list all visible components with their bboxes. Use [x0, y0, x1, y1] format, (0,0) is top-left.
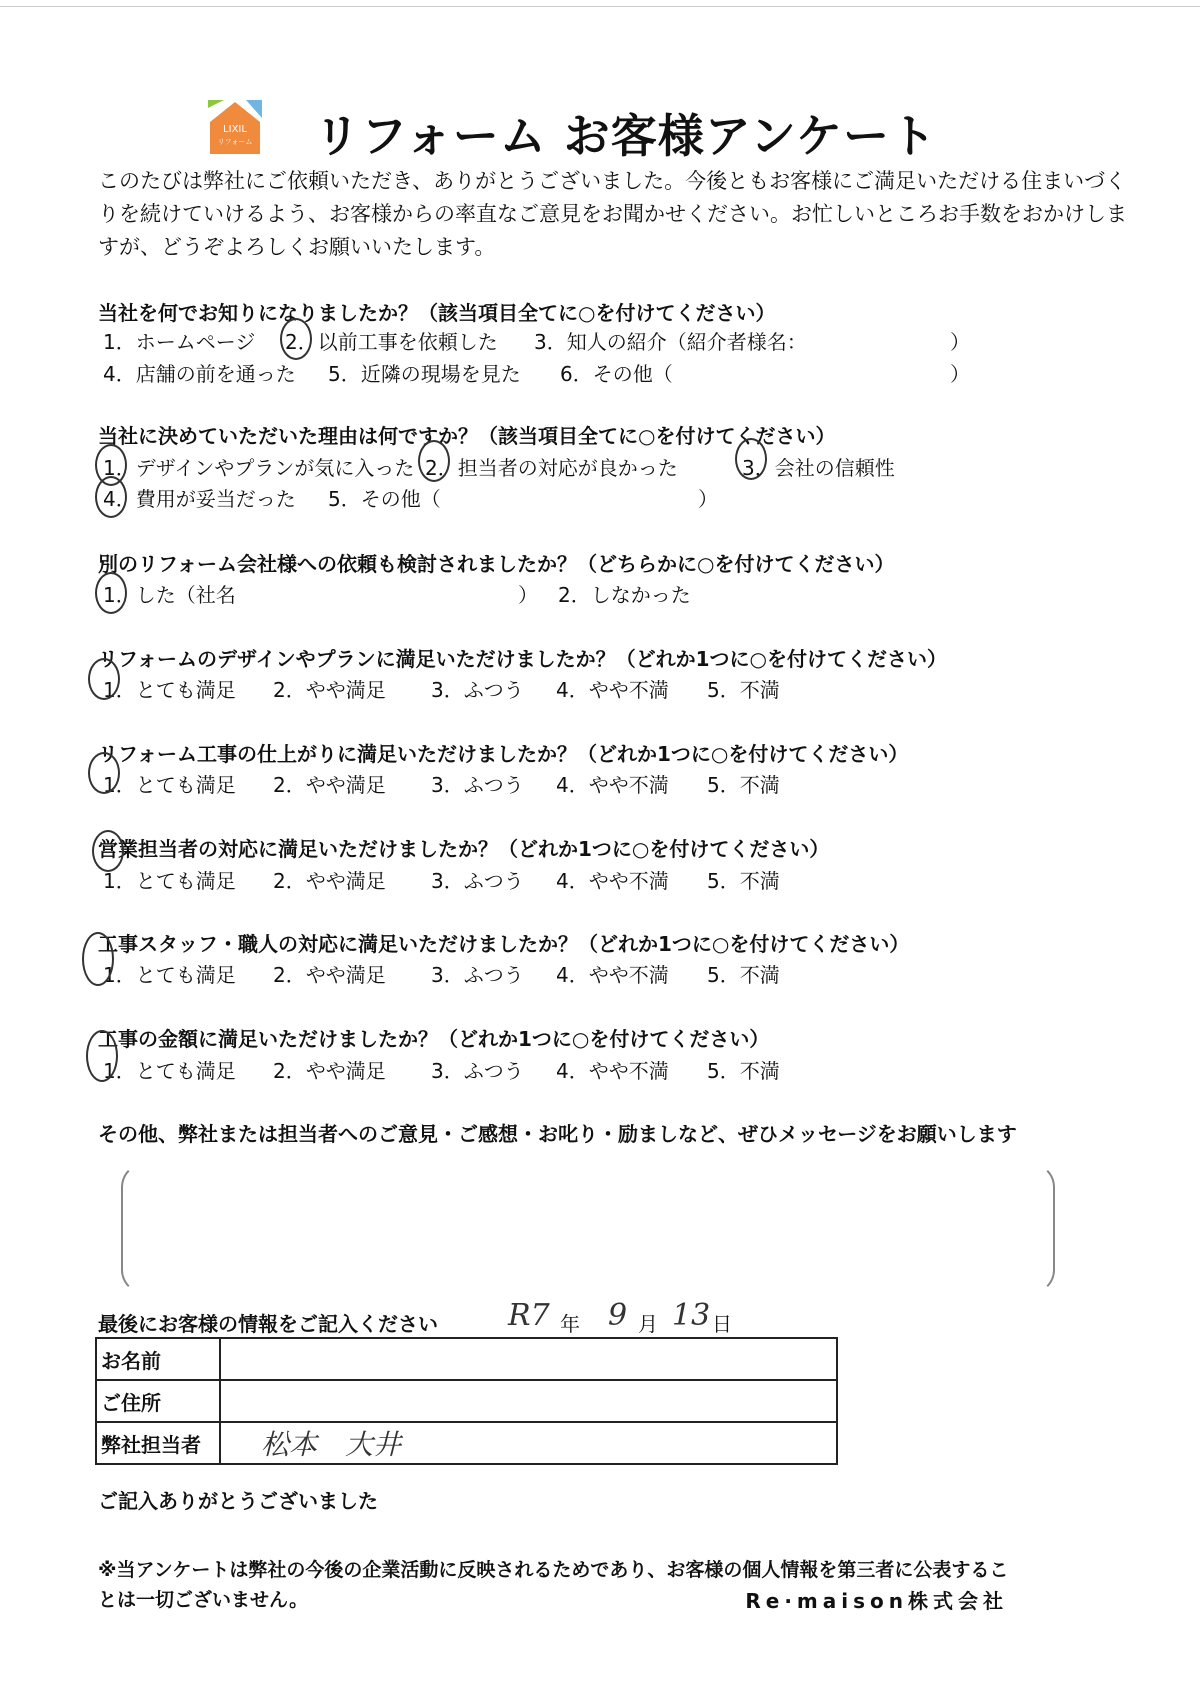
- q7-option-3[interactable]: 3．ふつう: [431, 963, 524, 987]
- q7-heading: 工事スタッフ・職人の対応に満足いただけましたか？（どれか1つに○を付けてください）: [98, 932, 910, 956]
- date-era-year[interactable]: R7: [508, 1298, 550, 1333]
- q3-heading: 別のリフォーム会社様への依頼も検討されましたか？（どちらかに○を付けてください）: [98, 552, 895, 576]
- address-field[interactable]: [220, 1380, 837, 1422]
- q2-option-2[interactable]: 2．担当者の対応が良かった: [425, 456, 678, 480]
- selected-circle-mark: [95, 476, 127, 518]
- selected-circle-mark: [95, 572, 127, 614]
- svg-text:LIXIL: LIXIL: [223, 124, 247, 135]
- q4-option-2[interactable]: 2．やや満足: [273, 678, 386, 702]
- lixil-logo: [206, 98, 264, 156]
- name-field[interactable]: [220, 1338, 837, 1380]
- date-year-label: 年: [560, 1312, 580, 1336]
- q8-option-1[interactable]: 1．とても満足: [103, 1059, 236, 1083]
- selected-circle-mark: [88, 752, 120, 794]
- q3-option-1-close: ）: [518, 583, 538, 607]
- intro-line-2: りを続けていけるよう、お客様からの率直なご意見をお聞かせください。お忙しいところお手数をおかけしま: [98, 202, 1127, 226]
- q1-option-5[interactable]: 5．近隣の現場を見た: [328, 362, 521, 386]
- q1-option-2[interactable]: 2．以前工事を依頼した: [285, 330, 498, 354]
- q2-option-5[interactable]: 5．その他（: [328, 487, 441, 511]
- selected-circle-mark: [88, 658, 120, 700]
- privacy-note-line-1: ※当アンケートは弊社の今後の企業活動に反映されるためであり、お客様の個人情報を第三者に公表するこ: [98, 1559, 1009, 1581]
- q1-option-4[interactable]: 4．店舗の前を通った: [103, 362, 296, 386]
- q2-option-4[interactable]: 4．費用が妥当だった: [103, 487, 296, 511]
- q3-option-1[interactable]: 1．した（社名: [103, 583, 236, 607]
- q7-option-5[interactable]: 5．不満: [707, 963, 780, 987]
- thanks-text: ご記入ありがとうございました: [98, 1489, 378, 1513]
- q1-option-3-close: ）: [950, 330, 970, 354]
- q2-option-3[interactable]: 3．会社の信頼性: [742, 456, 895, 480]
- q1-option-1[interactable]: 1．ホームページ: [103, 330, 256, 354]
- scan-edge: [0, 6, 1200, 7]
- q6-heading: 営業担当者の対応に満足いただけましたか？（どれか1つに○を付けてください）: [98, 837, 830, 861]
- comment-heading: その他、弊社または担当者へのご意見・ご感想・お叱り・励ましなど、ぜひメッセージをお願いします: [98, 1122, 1017, 1146]
- q6-option-5[interactable]: 5．不満: [707, 869, 780, 893]
- q5-heading: リフォーム工事の仕上がりに満足いただけましたか？（どれか1つに○を付けてください）: [98, 742, 909, 766]
- q8-option-5[interactable]: 5．不満: [707, 1059, 780, 1083]
- selected-circle-mark: [418, 440, 450, 482]
- svg-text:リフォーム: リフォーム: [217, 138, 253, 146]
- q4-option-4[interactable]: 4．やや不満: [556, 678, 669, 702]
- selected-circle-mark: [735, 438, 767, 480]
- intro-line-1: このたびは弊社にご依頼いただき、ありがとうございました。今後ともお客様にご満足いただける住まいづく: [98, 169, 1127, 193]
- date-day-label: 日: [712, 1312, 732, 1336]
- q1-heading: 当社を何でお知りになりましたか？（該当項目全てに○を付けてください）: [98, 301, 776, 325]
- staff-label: 弊社担当者: [96, 1422, 220, 1464]
- q2-option-1[interactable]: 1．デザインやプランが気に入った: [103, 456, 415, 480]
- customer-info-table: [95, 1337, 838, 1465]
- q4-option-5[interactable]: 5．不満: [707, 678, 780, 702]
- date-month-label: 月: [638, 1312, 658, 1336]
- q5-option-2[interactable]: 2．やや満足: [273, 773, 386, 797]
- selected-circle-mark: [280, 318, 312, 360]
- q5-option-5[interactable]: 5．不満: [707, 773, 780, 797]
- selected-circle-mark: [92, 830, 124, 872]
- staff-field[interactable]: 松本 大井: [220, 1422, 837, 1464]
- q5-option-3[interactable]: 3．ふつう: [431, 773, 524, 797]
- table-row: [96, 1338, 837, 1380]
- info-heading: 最後にお客様の情報をご記入ください: [98, 1312, 438, 1336]
- page-title: リフォーム お客様アンケート: [314, 109, 937, 163]
- q6-option-2[interactable]: 2．やや満足: [273, 869, 386, 893]
- q8-heading: 工事の金額に満足いただけましたか？（どれか1つに○を付けてください）: [98, 1027, 770, 1051]
- q8-option-4[interactable]: 4．やや不満: [556, 1059, 669, 1083]
- address-label: ご住所: [96, 1380, 220, 1422]
- q5-option-1[interactable]: 1．とても満足: [103, 773, 236, 797]
- comment-box[interactable]: [121, 1163, 1055, 1294]
- table-row: [96, 1380, 837, 1422]
- q6-option-3[interactable]: 3．ふつう: [431, 869, 524, 893]
- intro-line-3: すが、どうぞよろしくお願いいたします。: [98, 235, 496, 259]
- q8-option-2[interactable]: 2．やや満足: [273, 1059, 386, 1083]
- q8-option-3[interactable]: 3．ふつう: [431, 1059, 524, 1083]
- q1-option-3[interactable]: 3．知人の紹介（紹介者様名：: [534, 330, 807, 354]
- name-label: お名前: [96, 1338, 220, 1380]
- q1-option-6-close: ）: [950, 362, 970, 386]
- q4-heading: リフォームのデザインやプランに満足いただけましたか？（どれか1つに○を付けてください）: [98, 647, 947, 671]
- q2-option-5-close: ）: [698, 487, 718, 511]
- company-name: Re·maison株式会社: [745, 1589, 1008, 1613]
- q4-option-1[interactable]: 1．とても満足: [103, 678, 236, 702]
- q2-heading: 当社に決めていただいた理由は何ですか？（該当項目全てに○を付けてください）: [98, 424, 836, 448]
- q7-option-2[interactable]: 2．やや満足: [273, 963, 386, 987]
- q7-option-4[interactable]: 4．やや不満: [556, 963, 669, 987]
- date-month[interactable]: 9: [608, 1298, 628, 1333]
- date-day[interactable]: 13: [672, 1298, 711, 1333]
- q4-option-3[interactable]: 3．ふつう: [431, 678, 524, 702]
- q7-option-1[interactable]: 1．とても満足: [103, 963, 236, 987]
- q6-option-1[interactable]: 1．とても満足: [103, 869, 236, 893]
- q3-option-2[interactable]: 2．しなかった: [558, 583, 691, 607]
- q1-option-6[interactable]: 6．その他（: [560, 362, 673, 386]
- selected-circle-mark: [86, 1030, 118, 1082]
- q6-option-4[interactable]: 4．やや不満: [556, 869, 669, 893]
- selected-circle-mark: [82, 932, 114, 986]
- q5-option-4[interactable]: 4．やや不満: [556, 773, 669, 797]
- privacy-note-line-2: とは一切ございません。: [98, 1589, 309, 1611]
- table-row: [96, 1422, 837, 1464]
